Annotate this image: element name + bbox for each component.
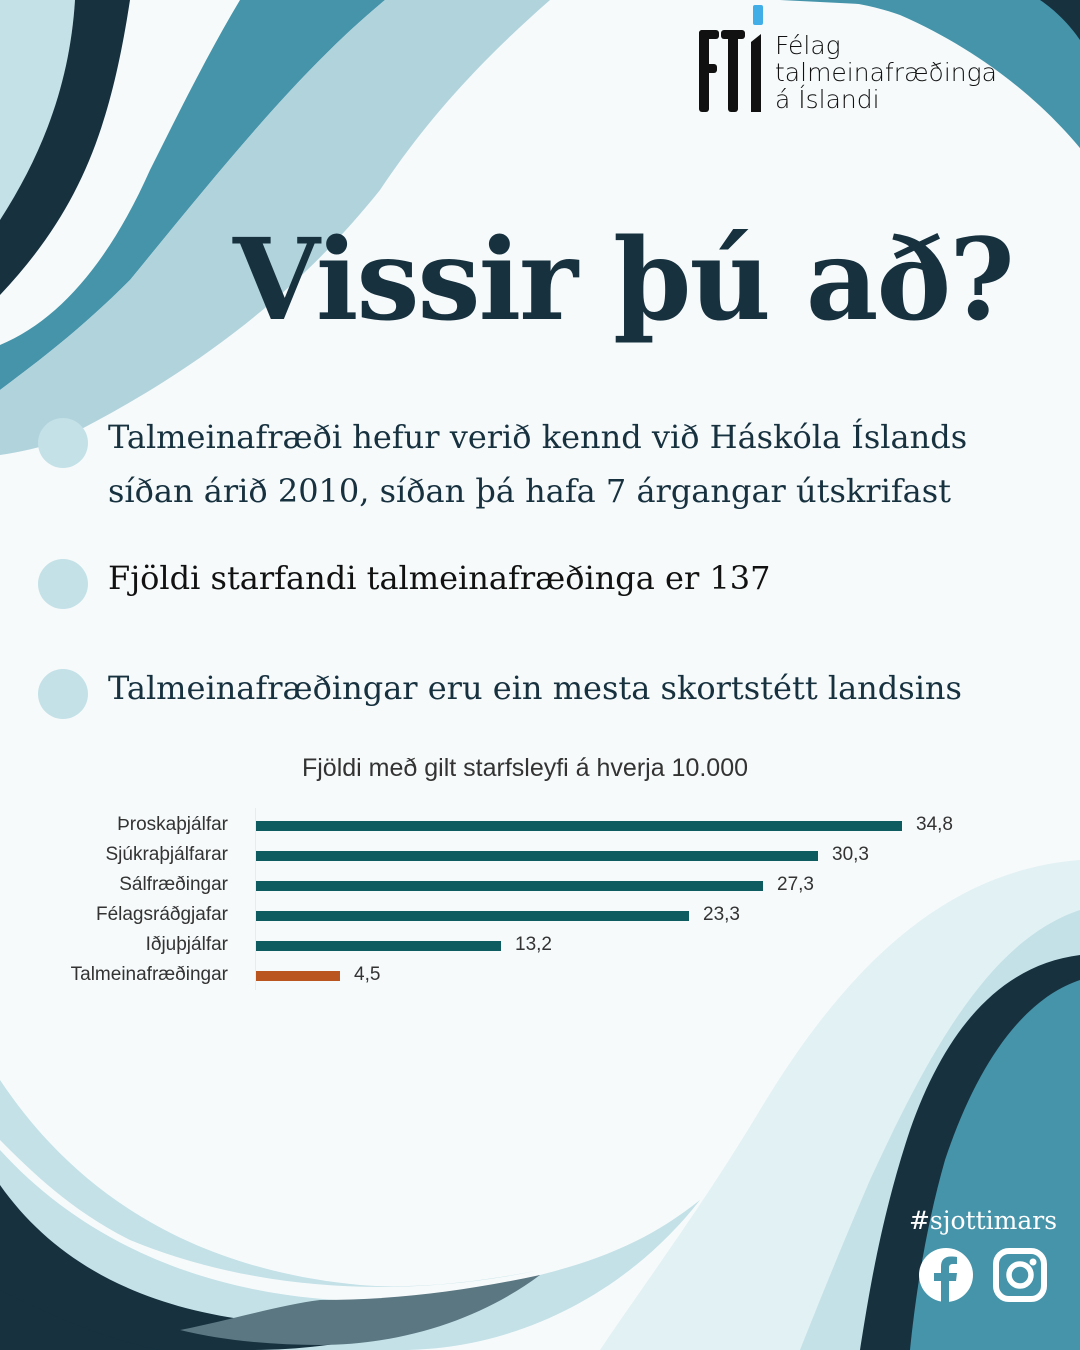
category-label: Sálfræðingar xyxy=(119,874,228,895)
bar xyxy=(256,821,902,831)
category-label: Talmeinafræðingar xyxy=(70,964,228,985)
bullet-dot-icon xyxy=(38,418,88,468)
page-title: Vissir þú að? xyxy=(233,215,1013,346)
bar xyxy=(256,911,689,921)
fact-item xyxy=(38,669,962,719)
value-label: 23,3 xyxy=(703,904,740,925)
organization-logo xyxy=(697,4,997,114)
bullet-dot-icon xyxy=(38,669,88,719)
fact-item xyxy=(38,559,771,609)
fact-text: Talmeinafræði hefur verið kennd við Háskóla Íslands xyxy=(108,418,968,456)
fact-text: Fjöldi starfandi talmeinafræðinga er 137 xyxy=(108,559,771,597)
category-label: Félagsráðgjafar xyxy=(95,904,228,925)
bullet-dot-icon xyxy=(38,559,88,609)
category-label: Iðjuþjálfar xyxy=(145,934,228,955)
fact-text: síðan árið 2010, síðan þá hafa 7 árgangar útskrifast xyxy=(108,472,952,510)
value-label: 4,5 xyxy=(354,964,381,985)
chart-row xyxy=(0,960,1080,990)
facebook-icon[interactable] xyxy=(918,1247,974,1303)
logo-line-2: talmeinafræðinga xyxy=(775,58,997,87)
chart-row xyxy=(0,840,1080,870)
hashtag: #sjottimars xyxy=(908,1206,1058,1235)
fti-logo-mark-icon xyxy=(697,4,769,114)
chart-row xyxy=(0,930,1080,960)
chart-row xyxy=(0,810,1080,840)
chart-row xyxy=(0,900,1080,930)
value-label: 13,2 xyxy=(515,934,552,955)
instagram-icon[interactable] xyxy=(992,1247,1048,1303)
fact-item xyxy=(38,418,967,518)
value-label: 34,8 xyxy=(916,814,953,835)
value-label: 27,3 xyxy=(777,874,814,895)
chart-title: Fjöldi með gilt starfsleyfi á hverja 10.000 xyxy=(301,754,749,782)
bar xyxy=(256,971,340,981)
chart-row xyxy=(0,870,1080,900)
bar xyxy=(256,881,763,891)
bar xyxy=(256,851,818,861)
organization-name xyxy=(775,32,997,113)
logo-line-3: á Íslandi xyxy=(775,85,880,114)
bar xyxy=(256,941,501,951)
value-label: 30,3 xyxy=(832,844,869,865)
bar-chart xyxy=(0,810,1080,990)
logo-line-1: Félag xyxy=(775,31,841,60)
fact-text: Talmeinafræðingar eru ein mesta skortstétt landsins xyxy=(108,669,962,707)
category-label: Þroskaþjálfar xyxy=(117,814,228,835)
social-footer xyxy=(898,1206,1068,1303)
category-label: Sjúkraþjálfarar xyxy=(105,844,228,865)
